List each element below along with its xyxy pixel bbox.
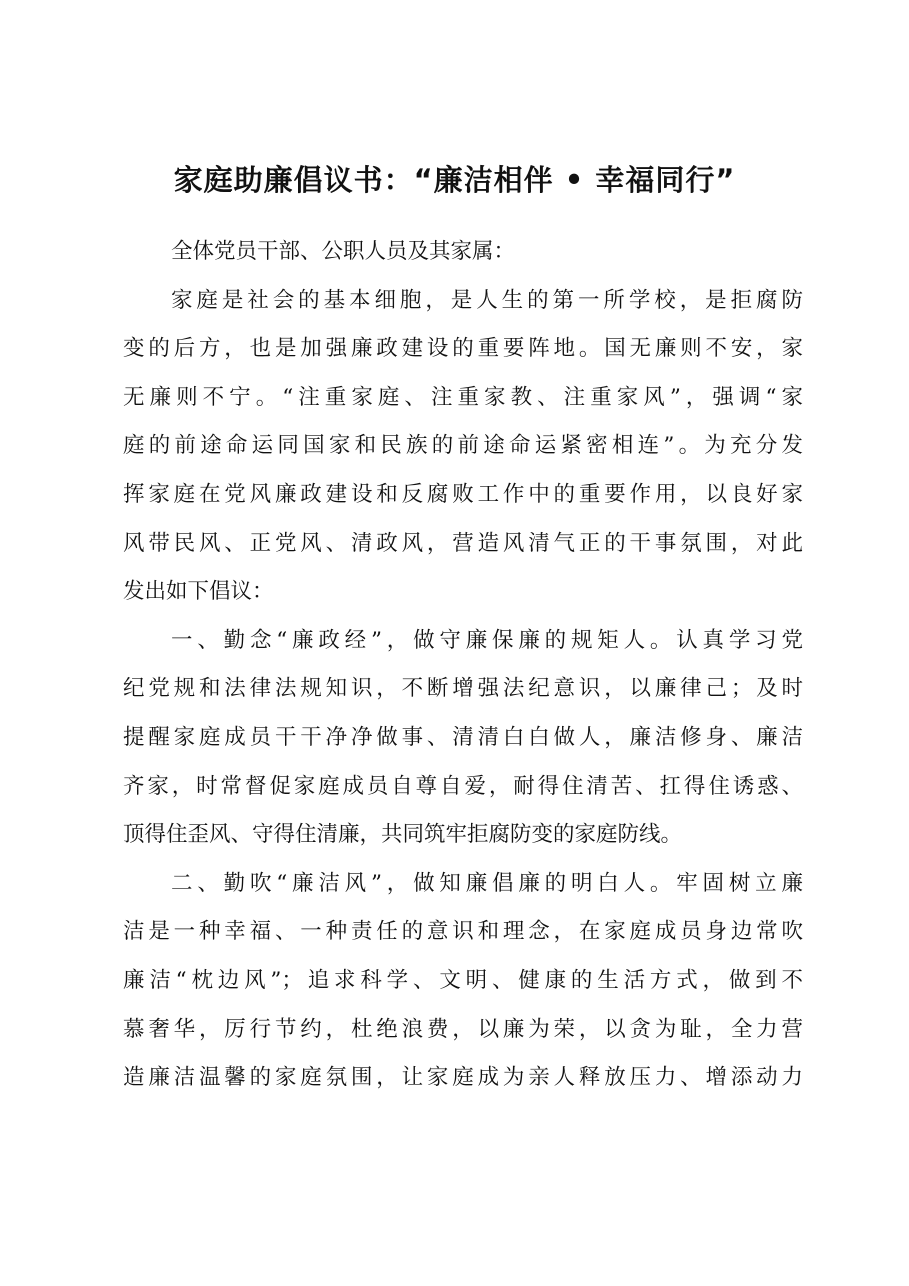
paragraph-line: 发出如下倡议： [123,579,274,605]
paragraph-line: 挥家庭在党风廉政建设和反腐败工作中的重要作用，以良好家 [123,481,803,507]
salutation: 全体党员干部、公职人员及其家属： [171,239,516,264]
paragraph-line: 变的后方，也是加强廉政建设的重要阵地。国无廉则不安，家 [123,336,803,362]
paragraph-line: 庭的前途命运同国家和民族的前途命运紧密相连”。为充分发 [123,433,803,459]
paragraph-line: 造廉洁温馨的家庭氛围，让家庭成为亲人释放压力、增添动力 [123,1065,803,1091]
paragraph-line: 齐家，时常督促家庭成员自尊自爱，耐得住清苦、扛得住诱惑、 [123,773,803,799]
document-body [123,228,803,1103]
paragraph-line: 二、勤吹“廉洁风”，做知廉倡廉的明白人。牢固树立廉 [171,870,803,896]
paragraph-line: 纪党规和法律法规知识，不断增强法纪意识，以廉律己；及时 [123,676,803,702]
paragraph-line: 洁是一种幸福、一种责任的意识和理念，在家庭成员身边常吹 [123,919,803,945]
paragraph-line: 一、勤念“廉政经”，做守廉保廉的规矩人。认真学习党 [171,627,803,653]
paragraph-line: 慕奢华，厉行节约，杜绝浪费，以廉为荣，以贪为耻，全力营 [123,1016,803,1042]
paragraph-line: 无廉则不宁。“注重家庭、注重家教、注重家风”，强调“家 [123,384,803,410]
paragraph-line: 顶得住歪风、守得住清廉，共同筑牢拒腐防变的家庭防线。 [123,822,683,848]
paragraph-line: 提醒家庭成员干干净净做事、清清白白做人，廉洁修身、廉洁 [123,724,803,750]
document-title: 家庭助廉倡议书：“廉洁相伴 • 幸福同行” [173,163,736,197]
paragraph-line: 风带民风、正党风、清政风，营造风清气正的干事氛围，对此 [123,530,803,556]
paragraph-line: 家庭是社会的基本细胞，是人生的第一所学校，是拒腐防 [171,287,803,313]
paragraph-line: 廉洁“枕边风”；追求科学、文明、健康的生活方式，做到不 [123,967,803,993]
